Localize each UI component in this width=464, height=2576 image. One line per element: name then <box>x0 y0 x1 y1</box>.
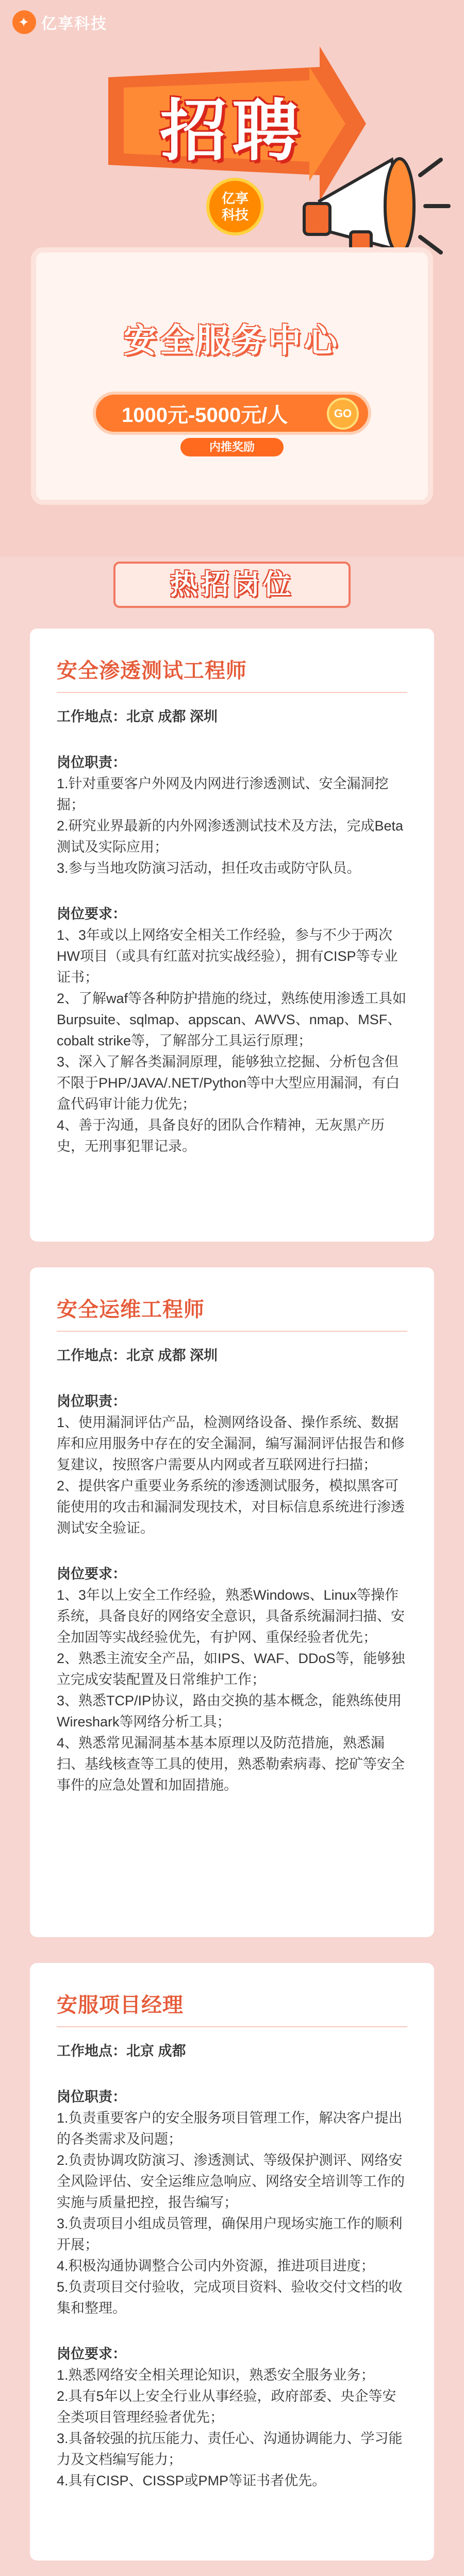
job-title: 安服项目经理 <box>57 1989 407 2018</box>
job-card <box>30 629 434 1242</box>
brand-name: 亿享科技 <box>41 15 107 32</box>
job-location: 工作地点：北京 成都 <box>57 2043 186 2059</box>
duties-label: 岗位职责： <box>57 2089 126 2105</box>
requirement-item: 4、善于沟通，具备良好的团队合作精神，无灰黑产历史，无刑事犯罪记录。 <box>57 1117 385 1154</box>
job-card <box>30 1963 434 2561</box>
salary-note: 内推奖励 <box>180 438 284 456</box>
duty-item: 1.针对重要客户外网及内网进行渗透测试、安全漏洞挖掘； <box>57 776 389 812</box>
duty-item: 3.参与当地攻防演习活动，担任攻击或防守队员。 <box>57 860 361 876</box>
requirement-item: 1、3年以上安全工作经验，熟悉Windows、Linux等操作系统，具备良好的网络安全意识，具备系统漏洞扫描、安全加固等实战经验优先，有护网、重保经验者优先； <box>57 1587 405 1645</box>
duty-item: 4.积极沟通协调整合公司内外资源，推进项目进度； <box>57 2258 375 2274</box>
requirement-item: 2、熟悉主流安全产品，如IPS、WAF、DDoS等，能够独立完成安装配置及日常维护工作； <box>57 1651 405 1687</box>
go-button[interactable]: GO <box>327 398 359 430</box>
duty-item: 2.负责协调攻防演习、渗透测试、等级保护测评、网络安全风险评估、安全运维应急响应、网络安全培训等工作的实施与质量把控，报告编写； <box>57 2153 405 2210</box>
section-title: 热招岗位 <box>113 562 351 608</box>
job-location: 工作地点：北京 成都 深圳 <box>57 709 218 724</box>
requirement-item: 4.具有CISP、CISSP或PMP等证书者优先。 <box>57 2473 326 2488</box>
requirement-item: 3、熟悉TCP/IP协议，路由交换的基本概念，能熟练使用Wireshark等网络分析工具； <box>57 1693 402 1730</box>
duties-label: 岗位职责： <box>57 755 126 770</box>
requirement-item: 1、3年或以上网络安全相关工作经验，参与不少于两次HW项目（或具有红蓝对抗实战经验），拥有CISP等专业证书； <box>57 927 398 985</box>
duty-item: 1.负责重要客户的安全服务项目管理工作，解决客户提出的各类需求及问题； <box>57 2110 403 2147</box>
requirements-label: 岗位要求： <box>57 2346 126 2362</box>
duty-item: 3.负责项目小组成员管理，确保用户现场实施工作的顺利开展； <box>57 2216 403 2252</box>
recruit-headline: 招聘 <box>159 93 304 168</box>
salary-pill <box>93 392 371 435</box>
requirement-item: 2.具有5年以上安全行业从事经验，政府部委、央企等安全类项目管理经验者优先； <box>57 2388 396 2425</box>
requirement-item: 4、熟悉常见漏洞基本基本原理以及防范措施，熟悉漏扫、基线核查等工具的使用，熟悉勒索病毒、挖矿等安全事件的应急处置和加固措施。 <box>57 1735 405 1793</box>
job-title: 安全运维工程师 <box>57 1293 407 1323</box>
brand-logo <box>12 10 107 34</box>
hero-banner <box>0 0 464 556</box>
duty-item: 2、提供客户重要业务系统的渗透测试服务，模拟黑客可能使用的攻击和漏洞发现技术，对目标信息系统进行渗透测试安全验证。 <box>57 1478 405 1536</box>
job-card <box>30 1267 434 1937</box>
duty-item: 1、使用漏洞评估产品，检测网络设备、操作系统、数据库和应用服务中存在的安全漏洞，编写漏洞评估报告和修复建议，按照客户需要从内网或者互联网进行扫描； <box>57 1415 405 1472</box>
duty-item: 2.研究业界最新的内外网渗透测试技术及方法，完成Beta测试及实际应用； <box>57 818 404 855</box>
requirements-label: 岗位要求： <box>57 906 126 922</box>
badge-line-1: 亿享 <box>221 191 248 206</box>
requirement-item: 3.具备较强的抗压能力、责任心、沟通协调能力、学习能力及文档编写能力； <box>57 2431 403 2467</box>
requirement-item: 3、深入了解各类漏洞原理，能够独立挖掘、分析包含但不限于PHP/JAVA/.NET/Python等中大型应用漏洞，有白盒代码审计能力优先； <box>57 1054 400 1112</box>
requirements-label: 岗位要求： <box>57 1566 126 1582</box>
job-title: 安全渗透测试工程师 <box>57 654 407 684</box>
company-badge <box>206 178 264 235</box>
logo-icon: ✦ <box>12 10 36 34</box>
hero-card <box>31 247 433 505</box>
duties-label: 岗位职责： <box>57 1394 126 1409</box>
badge-line-2: 科技 <box>221 207 248 223</box>
center-title: 安全服务中心 <box>124 322 340 359</box>
requirement-item: 2、了解waf等各种防护措施的绕过，熟练使用渗透工具如 Burpsuite、sqlmap、appscan、AWVS、nmap、MSF、cobalt strike等，了解部分工具运行原理； <box>57 991 407 1048</box>
job-location: 工作地点：北京 成都 深圳 <box>57 1348 218 1363</box>
duty-item: 5.负责项目交付验收，完成项目资料、验收交付文档的收集和整理。 <box>57 2279 403 2316</box>
requirement-item: 1.熟悉网络安全相关理论知识，熟悉安全服务业务； <box>57 2367 375 2383</box>
salary-text: 1000元-5000元/人 <box>122 403 288 427</box>
